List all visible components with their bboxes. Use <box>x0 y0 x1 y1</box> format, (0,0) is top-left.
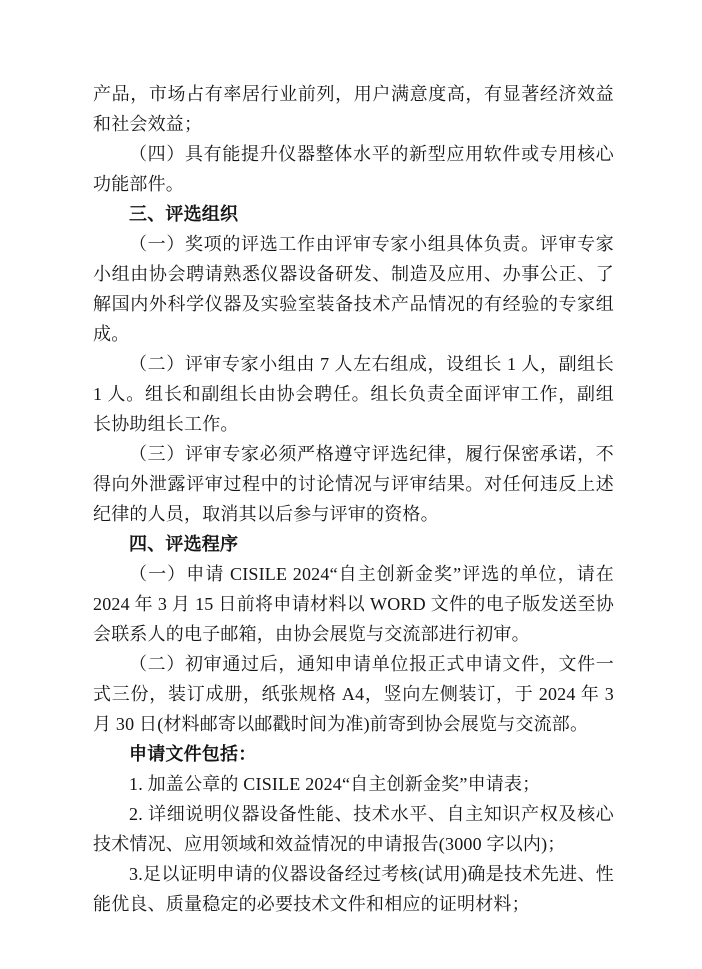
subheading-application-documents-include: 申请文件包括： <box>129 744 257 764</box>
heading-section-three-selection-organization: 三、评选组织 <box>129 204 239 224</box>
paragraph-market-share-continuation: 产品，市场占有率居行业前列，用户满意度高，有显著经济效益和社会效益； <box>93 84 614 134</box>
paragraph-3-2-expert-group-composition: （二）评审专家小组由 7 人左右组成，设组长 1 人，副组长 1 人。组长和副组长由协会聘任。组长负责全面评审工作，副组长协助组长工作。 <box>93 354 614 434</box>
document-body <box>93 79 614 919</box>
list-item-1-application-form: 1. 加盖公章的 CISILE 2024“自主创新金奖”申请表； <box>129 774 541 794</box>
list-item-2-application-report: 2. 详细说明仪器设备性能、技术水平、自主知识产权及核心技术情况、应用领域和效益情况的申请报告(3000 字以内)； <box>93 804 614 854</box>
paragraph-4-1-application-deadline: （一）申请 CISILE 2024“自主创新金奖”评选的单位，请在 2024 年 3 月 15 日前将申请材料以 WORD 文件的电子版发送至协会联系人的电子邮箱，由协会展览与交流部进行初审。 <box>93 564 614 644</box>
heading-section-four-selection-procedure: 四、评选程序 <box>129 534 239 554</box>
paragraph-3-1-expert-group-responsibility: （一）奖项的评选工作由评审专家小组具体负责。评审专家小组由协会聘请熟悉仪器设备研发、制造及应用、办事公正、了解国内外科学仪器及实验室装备技术产品情况的有经验的专家组成。 <box>93 234 614 344</box>
paragraph-4-2-formal-application-files: （二）初审通过后，通知申请单位报正式申请文件，文件一式三份，装订成册，纸张规格 A4，竖向左侧装订，于 2024 年 3 月 30 日(材料邮寄以邮戳时间为准)前寄到协会展览与交流部。 <box>93 654 614 734</box>
paragraph-item-four: （四）具有能提升仪器整体水平的新型应用软件或专用核心功能部件。 <box>93 144 614 194</box>
list-item-3-proof-materials: 3.足以证明申请的仪器设备经过考核(试用)确是技术先进、性能优良、质量稳定的必要技术文件和相应的证明材料； <box>93 864 614 914</box>
paragraph-3-3-discipline-confidentiality: （三）评审专家必须严格遵守评选纪律，履行保密承诺，不得向外泄露评审过程中的讨论情况与评审结果。对任何违反上述纪律的人员，取消其以后参与评审的资格。 <box>93 444 614 524</box>
